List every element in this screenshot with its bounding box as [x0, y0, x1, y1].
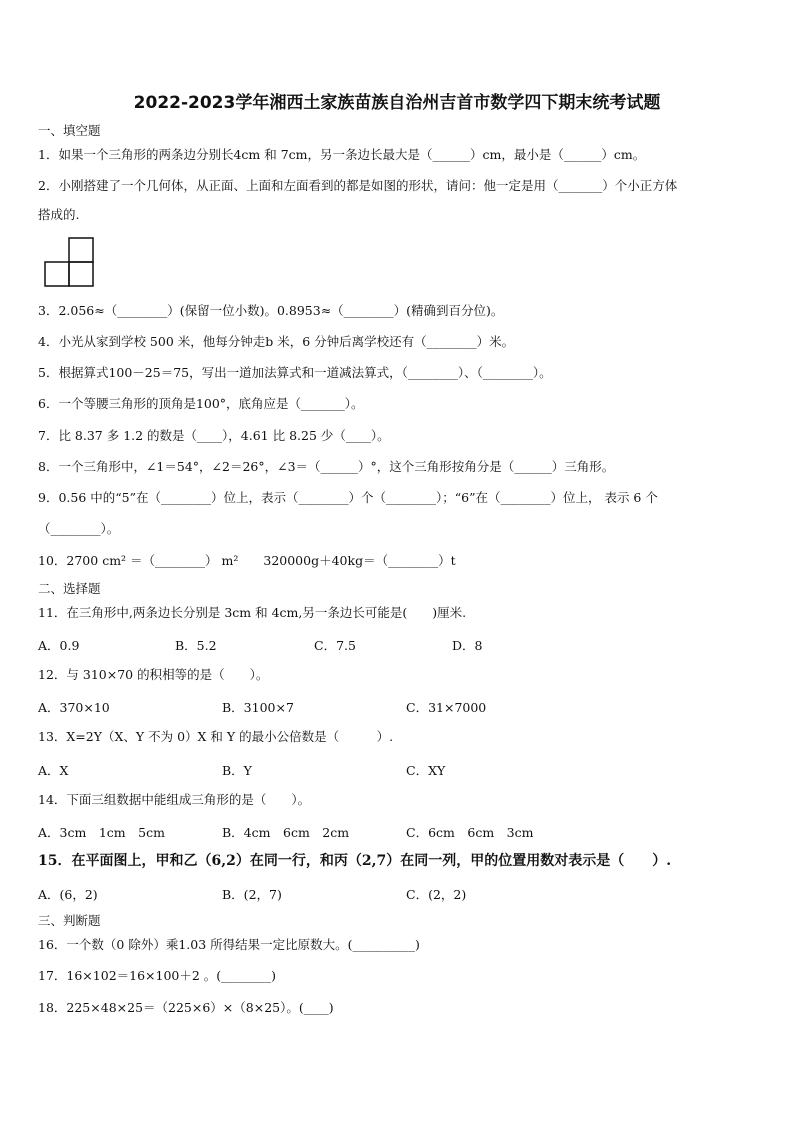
- q15-option-a: A．(6，2): [38, 887, 98, 902]
- q12-option-a: A．370×10: [38, 700, 110, 715]
- question-11: 11．在三角形中,两条边长分别是 3cm 和 4cm,另一条边长可能是( )厘米.: [38, 605, 467, 620]
- q12-option-c: C．31×7000: [406, 700, 487, 715]
- question-10: 10．2700 cm² ＝（________） m² 320000g＋40kg＝（________）t: [38, 553, 456, 568]
- question-8: 8．一个三角形中，∠1＝54°，∠2＝26°，∠3＝（______）°，这个三角形按角分是（______）三角形。: [38, 459, 615, 474]
- question-2-line-2: 搭成的.: [38, 207, 80, 222]
- question-14: 14．下面三组数据中能组成三角形的是（ ）。: [38, 792, 311, 807]
- q14-option-c: C．6cm 6cm 3cm: [406, 825, 534, 840]
- question-1: 1．如果一个三角形的两条边分别长4cm 和 7cm，另一条边长最大是（______）cm，最小是（______）cm。: [38, 147, 646, 162]
- question-15: 15．在平面图上，甲和乙（6,2）在同一行，和丙（2,7）在同一列，甲的位置用数对表示是（ ）.: [38, 853, 672, 869]
- question-9-line-2: （________）。: [38, 521, 120, 536]
- q14-option-b: B．4cm 6cm 2cm: [222, 825, 350, 840]
- q13-option-c: C．XY: [406, 763, 446, 778]
- q11-option-a: A．0.9: [38, 638, 80, 653]
- section-choice: 二、选择题: [38, 581, 101, 596]
- question-16: 16．一个数（0 除外）乘1.03 所得结果一定比原数大。(__________): [38, 937, 420, 952]
- q12-option-b: B．3100×7: [222, 700, 294, 715]
- question-18: 18．225×48×25＝（225×6）×（8×25）。(____): [38, 1000, 334, 1015]
- question-3: 3．2.056≈（________）(保留一位小数)。0.8953≈（________）(精确到百分位)。: [38, 303, 504, 318]
- cube-view-figure: [44, 237, 94, 287]
- q13-option-b: B．Y: [222, 763, 252, 778]
- section-fill-blank: 一、填空题: [38, 123, 101, 138]
- q11-option-d: D．8: [452, 638, 483, 653]
- question-7: 7．比 8.37 多 1.2 的数是（____），4.61 比 8.25 少（____）。: [38, 428, 390, 443]
- question-17: 17．16×102＝16×100＋2 。(________): [38, 968, 277, 983]
- question-4: 4．小光从家到学校 500 米，他每分钟走b 米，6 分钟后离学校还有（________）米。: [38, 334, 515, 349]
- question-12: 12．与 310×70 的积相等的是（ ）。: [38, 667, 269, 682]
- q15-option-c: C．(2，2): [406, 887, 467, 902]
- q14-option-a: A．3cm 1cm 5cm: [38, 825, 165, 840]
- section-judgement: 三、判断题: [38, 913, 101, 928]
- q11-option-c: C．7.5: [314, 638, 356, 653]
- q15-option-b: B．(2，7): [222, 887, 282, 902]
- question-6: 6．一个等腰三角形的顶角是100°，底角应是（_______）。: [38, 396, 364, 411]
- question-2-line-1: 2．小刚搭建了一个几何体，从正面、上面和左面看到的都是如图的形状，请问：他一定是用（_______）个小正方体: [38, 178, 678, 193]
- question-5: 5．根据算式100－25＝75，写出一道加法算式和一道减法算式，（________）、（________）。: [38, 365, 552, 380]
- q11-option-b: B．5.2: [175, 638, 217, 653]
- q13-option-a: A．X: [38, 763, 69, 778]
- question-13: 13．X=2Y（X、Y 不为 0）X 和 Y 的最小公倍数是（ ）.: [38, 729, 394, 744]
- page-title: 2022-2023学年湘西土家族苗族自治州吉首市数学四下期末统考试题: [133, 93, 661, 113]
- question-9-line-1: 9．0.56 中的“5”在（________）位上，表示（________）个（________）；“6”在（________）位上， 表示 6 个: [38, 490, 658, 505]
